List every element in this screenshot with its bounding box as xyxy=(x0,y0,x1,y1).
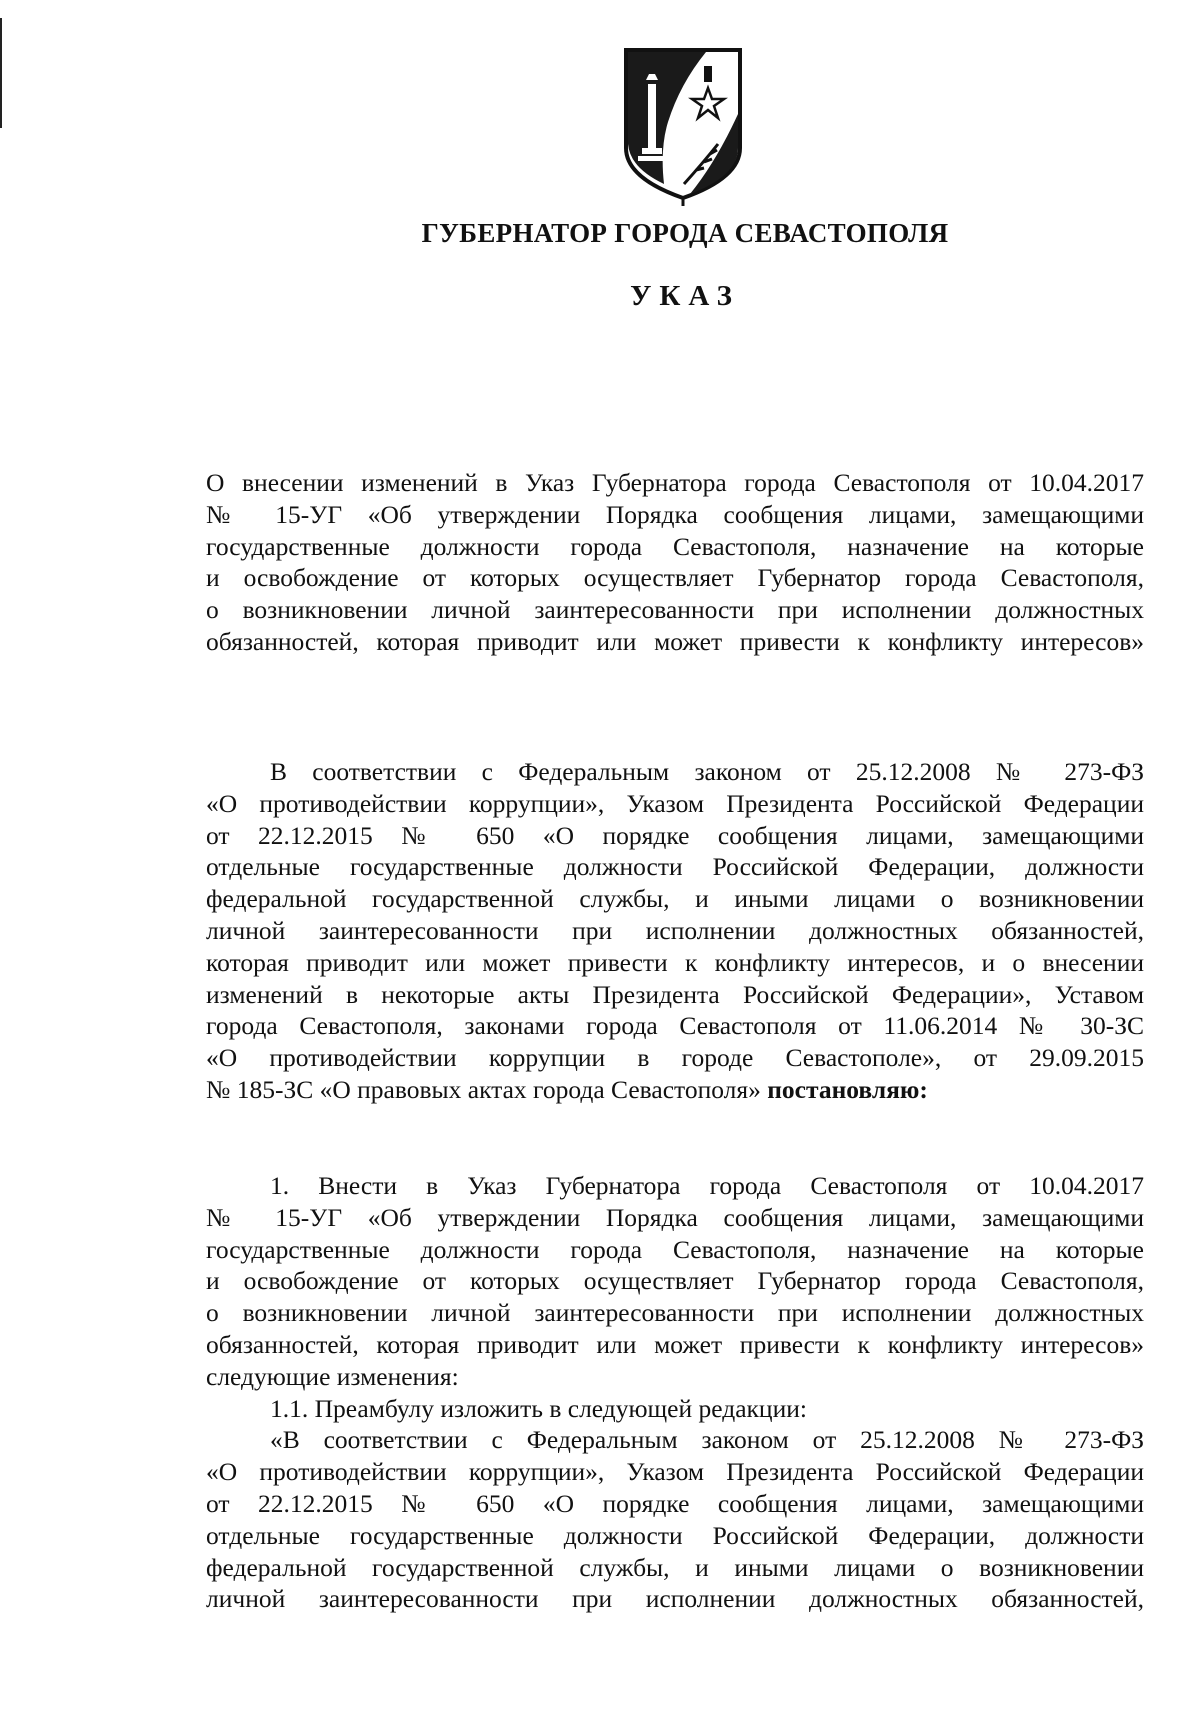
quote-line: «О противодействии коррупции», Указом Президента Российской Федерации xyxy=(206,1457,1144,1487)
preamble-line: «О противодействии коррупции», Указом Президента Российской Федерации xyxy=(206,788,1144,818)
decree-item-1 xyxy=(206,1170,1144,1615)
subject-line: о возникновении личной заинтересованности при исполнении должностных xyxy=(206,595,1144,625)
scan-edge-mark xyxy=(0,18,2,128)
preamble-line: города Севастополя, законами города Севастополя от 11.06.2014 № 30-ЗС xyxy=(206,1011,1144,1041)
quote-line: отдельные государственные должности Российской Федерации, должности xyxy=(206,1520,1144,1550)
preamble-line: № 185-ЗС «О правовых актах города Севастополя» xyxy=(206,1074,761,1104)
subject-line: государственные должности города Севастополя, назначение на которые xyxy=(206,531,1144,561)
decree-preamble xyxy=(206,756,1144,1106)
item1-line: № 15-УГ «Об утверждении Порядка сообщения лицами, замещающими xyxy=(206,1202,1144,1232)
subject-line: и освобождение от которых осуществляет Губернатор города Севастополя, xyxy=(206,563,1144,593)
preamble-line: федеральной государственной службы, и иными лицами о возникновении xyxy=(206,884,1144,914)
preamble-line: изменений в некоторые акты Президента Российской Федерации», Уставом xyxy=(206,979,1144,1009)
preamble-line: отдельные государственные должности Российской Федерации, должности xyxy=(206,852,1144,882)
quote-line: «В соответствии с Федеральным законом от 25.12.2008 № 273-ФЗ xyxy=(270,1425,1144,1455)
item1-line: государственные должности города Севастополя, назначение на которые xyxy=(206,1234,1144,1264)
preamble-line: которая приводит или может привести к конфликту интересов, и о внесении xyxy=(206,947,1144,977)
preamble-last-line xyxy=(206,1074,1144,1106)
subject-line: № 15-УГ «Об утверждении Порядка сообщения лицами, замещающими xyxy=(206,499,1144,529)
item1-line: следующие изменения: xyxy=(206,1361,459,1391)
quote-line: личной заинтересованности при исполнении должностных обязанностей, xyxy=(206,1584,1144,1614)
item1-line: о возникновении личной заинтересованности при исполнении должностных xyxy=(206,1298,1144,1328)
quote-line: федеральной государственной службы, и иными лицами о возникновении xyxy=(206,1552,1144,1582)
subject-line: О внесении изменений в Указ Губернатора города Севастополя от 10.04.2017 xyxy=(206,468,1144,497)
sevastopol-coat-of-arms-icon xyxy=(620,44,746,206)
item1-line: обязанностей, которая приводит или может привести к конфликту интересов» xyxy=(206,1329,1144,1359)
preamble-line: В соответствии с Федеральным законом от 25.12.2008 № 273-ФЗ xyxy=(270,757,1144,786)
subitem-1-1: 1.1. Преамбулу изложить в следующей редакции: xyxy=(270,1393,807,1423)
item1-line: и освобождение от которых осуществляет Губернатор города Севастополя, xyxy=(206,1266,1144,1296)
document-type-title: УКАЗ xyxy=(630,280,740,312)
decree-word: постановляю: xyxy=(767,1074,928,1104)
quote-line: от 22.12.2015 № 650 «О порядке сообщения лицами, замещающими xyxy=(206,1488,1144,1518)
subject-line: обязанностей, которая приводит или может привести к конфликту интересов» xyxy=(206,626,1144,656)
preamble-line: «О противодействии коррупции в городе Севастополе», от 29.09.2015 xyxy=(206,1043,1144,1073)
issuer-title: ГУБЕРНАТОР ГОРОДА СЕВАСТОПОЛЯ xyxy=(421,218,949,248)
decree-subject xyxy=(206,467,1144,658)
preamble-line: личной заинтересованности при исполнении должностных обязанностей, xyxy=(206,915,1144,945)
preamble-line: от 22.12.2015 № 650 «О порядке сообщения лицами, замещающими xyxy=(206,820,1144,850)
item1-line: 1. Внести в Указ Губернатора города Севастополя от 10.04.2017 xyxy=(270,1171,1144,1200)
